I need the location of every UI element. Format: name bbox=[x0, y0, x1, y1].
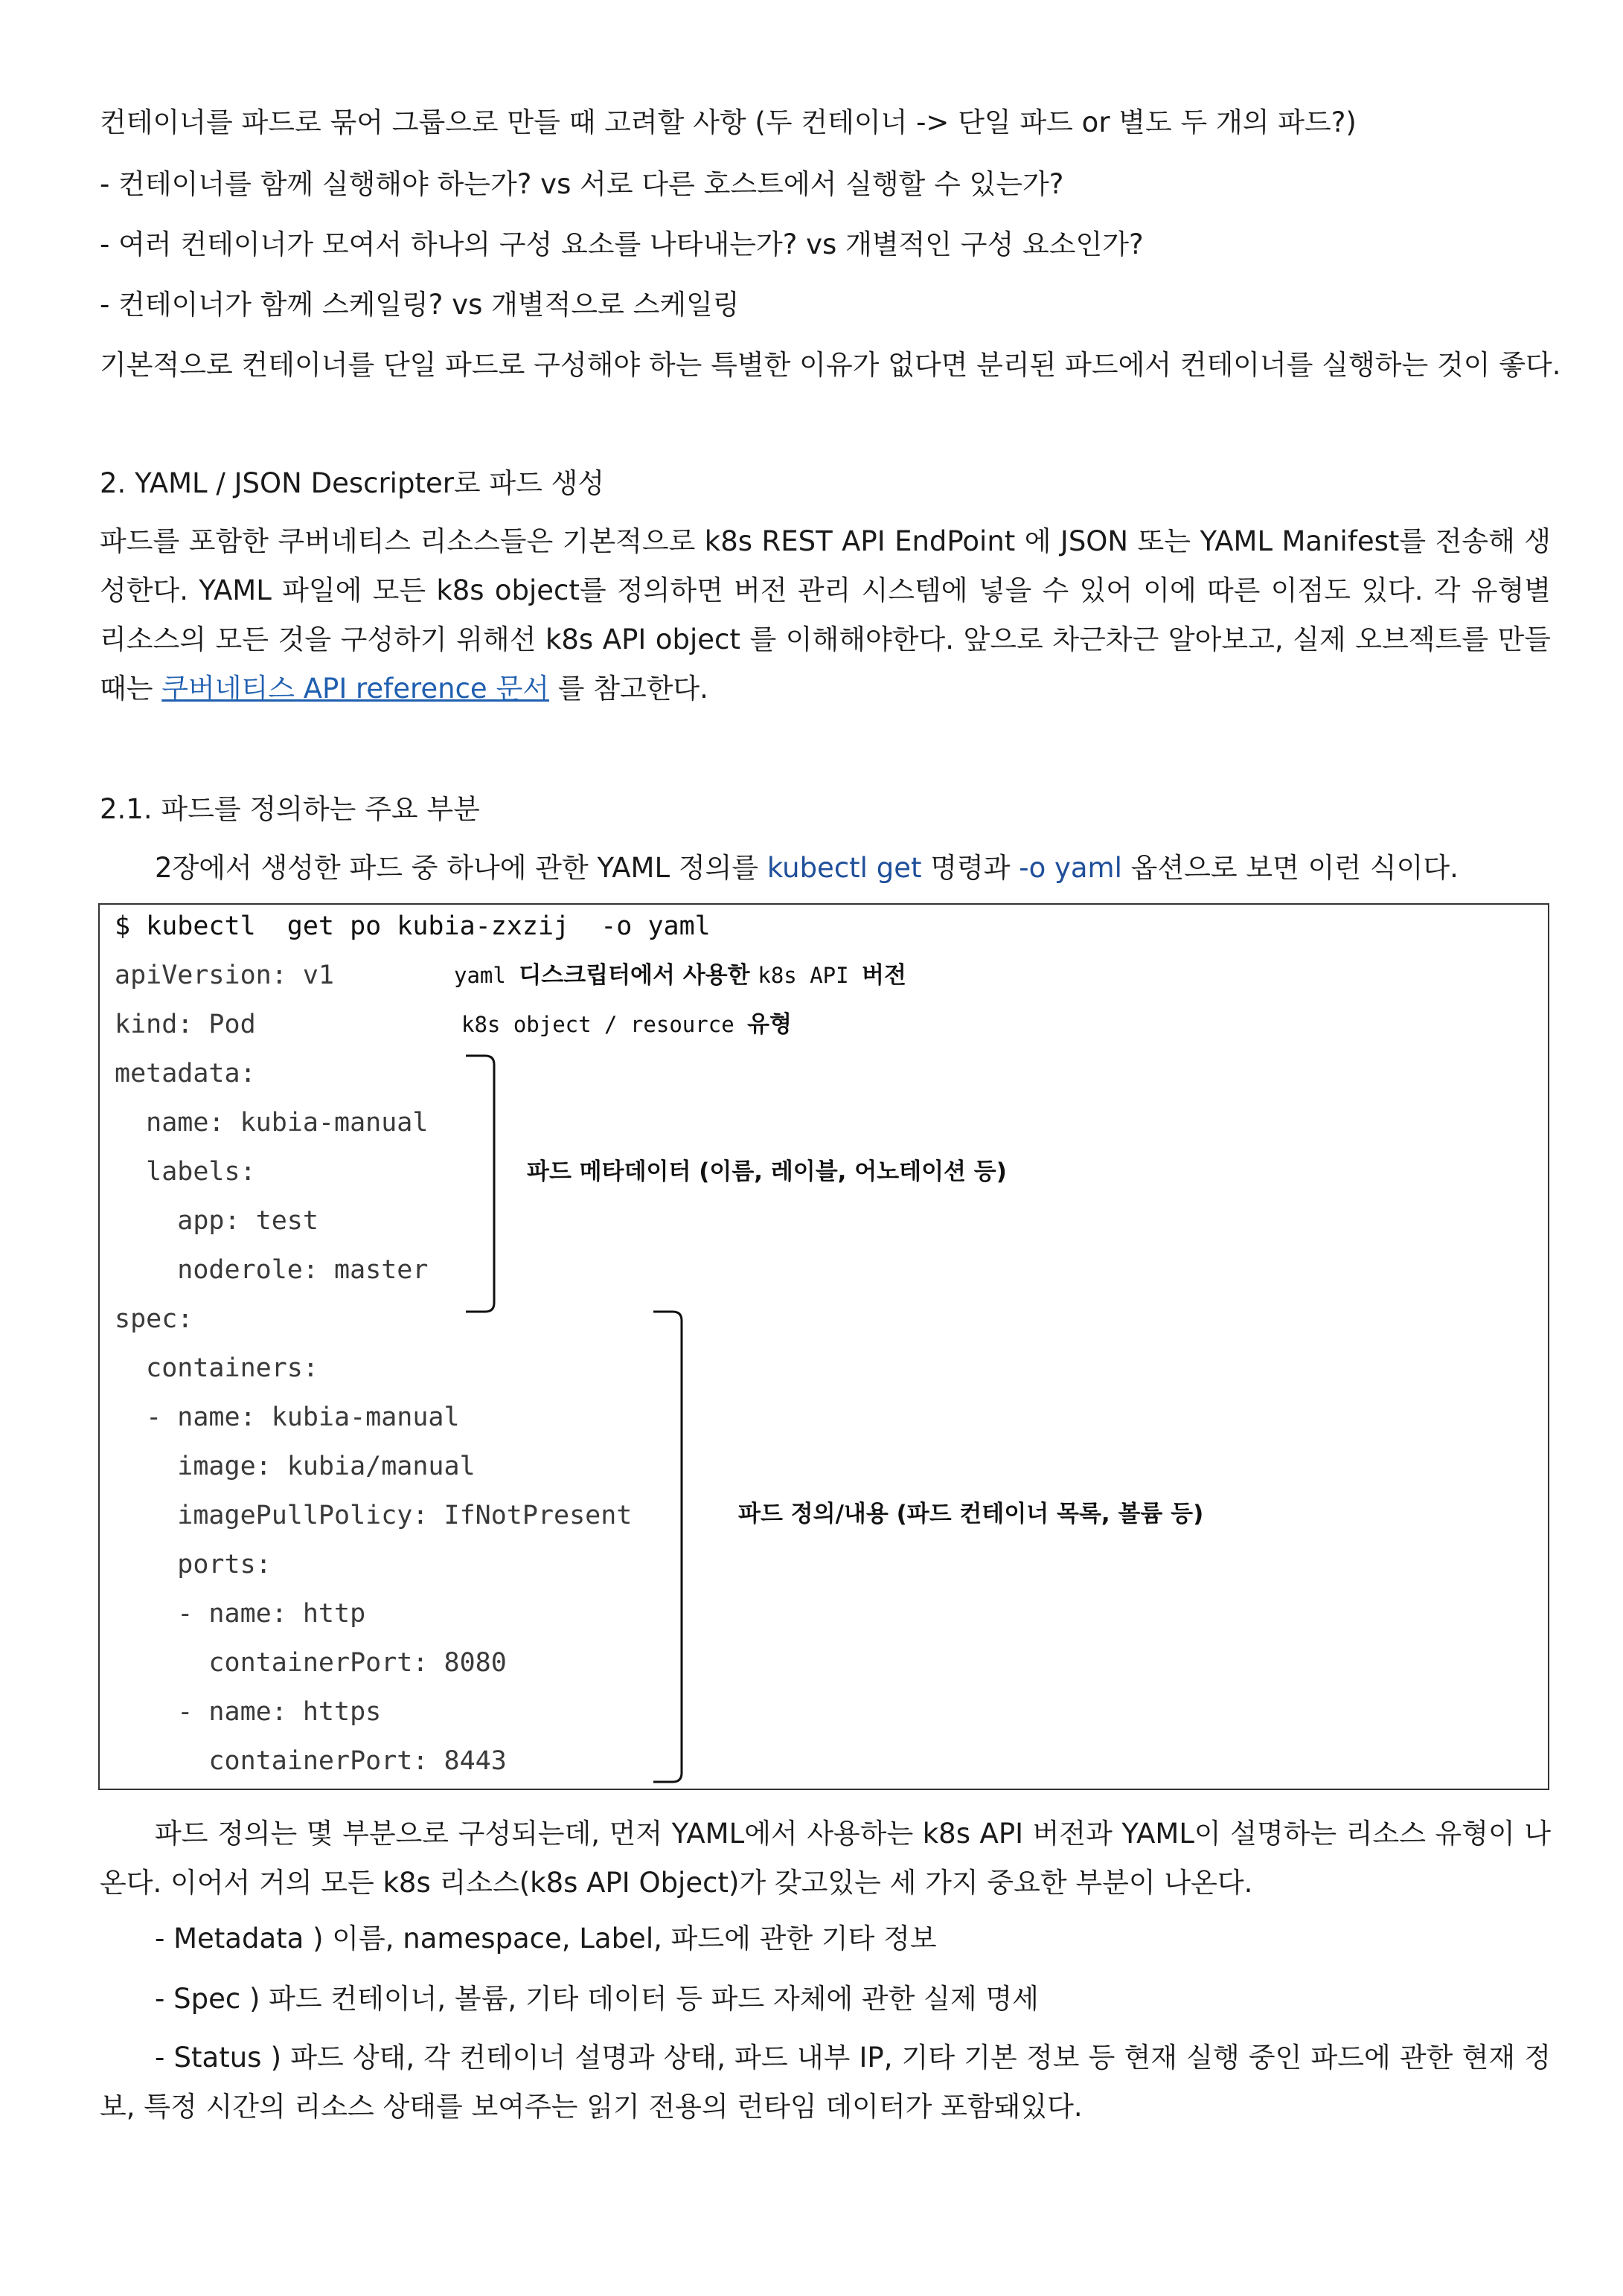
code-line: containers: bbox=[115, 1353, 318, 1383]
criterion-3: - 컨테이너가 함께 스케일링? vs 개별적으로 스케일링 bbox=[100, 289, 740, 321]
section-2-1-intro bbox=[155, 849, 1459, 888]
code-line: ports: bbox=[115, 1550, 272, 1580]
code-line: name: kubia-manual bbox=[115, 1108, 429, 1138]
code-line: containerPort: 8443 bbox=[115, 1746, 507, 1776]
after-paragraph-1: 파드 정의는 몇 부분으로 구성되는데, 먼저 YAML에서 사용하는 k8s API 버전과 YAML이 설명하는 리소스 유형이 나온다. 이어서 거의 모든 k8s 리소스(k8s API Object)가 갖고있는 세 가지 중요한 부분이 나온다. bbox=[100, 1818, 1551, 1899]
metadata-bracket bbox=[464, 1054, 499, 1314]
section-2-heading: 2. YAML / JSON Descripter로 파드 생성 bbox=[100, 467, 605, 499]
code-line: metadata: bbox=[115, 1059, 256, 1088]
inline-cmd-o-yaml: -o yaml bbox=[1019, 852, 1122, 884]
intro-text-1: 2장에서 생성한 파드 중 하나에 관한 YAML 정의를 bbox=[155, 852, 767, 884]
section-2-body-tail: 를 참고한다. bbox=[548, 673, 708, 705]
k8s-api-reference-link[interactable]: 쿠버네티스 API reference 문서 bbox=[161, 673, 549, 705]
item-status: - Status ) 파드 상태, 각 컨테이너 설명과 상태, 파드 내부 IP, 기타 기본 정보 등 현재 실행 중인 파드에 관한 현재 정보, 특정 시간의 리소스 상태를 보여주는 읽기 전용의 런타임 데이터가 포함돼있다. bbox=[100, 2042, 1551, 2123]
item-spec: - Spec ) 파드 컨테이너, 볼륨, 기타 데이터 등 파드 자체에 관한 실제 명세 bbox=[155, 1983, 1039, 2015]
annotation-api-version-text-2: 버전 bbox=[862, 962, 906, 989]
annotation-metadata: 파드 메타데이터 (이름, 레이블, 어노테이션 등) bbox=[527, 1158, 1007, 1185]
code-line: - name: http bbox=[115, 1599, 366, 1629]
annotation-api-version-text-1: 디스크립터에서 사용한 bbox=[519, 962, 758, 989]
section-2-1-heading: 2.1. 파드를 정의하는 주요 부분 bbox=[100, 793, 480, 825]
intro-text-2: 명령과 bbox=[921, 852, 1019, 884]
code-line: - name: kubia-manual bbox=[115, 1402, 460, 1432]
section-2-body-text: 파드를 포함한 쿠버네티스 리소스들은 기본적으로 k8s REST API EndPoint 에 JSON 또는 YAML Manifest를 전송해 생성한다. YAML 파일에 모든 k8s object를 정의하면 버전 관리 시스템에 넣을 수 있어 이에 따른 이점도 있다. 각 유형별 리소스의 모든 것을 구성하기 위해선 k8s API object 를 이해해야한다. 앞으로 차근차근 알아보고, 실제 오브젝트를 만들 때는 bbox=[100, 525, 1551, 705]
code-line: apiVersion: v1 bbox=[115, 961, 335, 990]
inline-cmd-kubectl-get: kubectl get bbox=[766, 852, 922, 884]
code-line: labels: bbox=[115, 1157, 256, 1187]
code-command: $ kubectl get po kubia-zxzij -o yaml bbox=[115, 911, 711, 941]
intro-conclusion: 기본적으로 컨테이너를 단일 파드로 구성해야 하는 특별한 이유가 없다면 분리된 파드에서 컨테이너를 실행하는 것이 좋다. bbox=[100, 349, 1561, 381]
criterion-1: - 컨테이너를 함께 실행해야 하는가? vs 서로 다른 호스트에서 실행할 수 있는가? bbox=[100, 168, 1064, 200]
intro-text-3: 옵션으로 보면 이런 식이다. bbox=[1121, 852, 1459, 884]
annotation-spec: 파드 정의/내용 (파드 컨테이너 목록, 볼륨 등) bbox=[738, 1501, 1204, 1527]
spec-bracket bbox=[652, 1309, 686, 1784]
annotation-kind-mono: k8s object / resource bbox=[461, 1012, 748, 1037]
yaml-code-box bbox=[98, 903, 1549, 1790]
annotation-api-version-mono-2: k8s API bbox=[758, 963, 862, 988]
section-2-body bbox=[100, 517, 1551, 714]
code-line: containerPort: 8080 bbox=[115, 1648, 507, 1678]
annotation-kind-text: 유형 bbox=[747, 1011, 793, 1038]
annotation-kind bbox=[461, 1008, 792, 1041]
code-line: - name: https bbox=[115, 1697, 382, 1727]
code-line: imagePullPolicy: IfNotPresent bbox=[115, 1501, 633, 1530]
item-metadata: - Metadata ) 이름, namespace, Label, 파드에 관한 기타 정보 bbox=[155, 1923, 937, 1955]
code-line: app: test bbox=[115, 1206, 318, 1236]
code-line: kind: Pod bbox=[115, 1010, 256, 1039]
intro-question: 컨테이너를 파드로 묶어 그룹으로 만들 때 고려할 사항 (두 컨테이너 -> 단일 파드 or 별도 두 개의 파드?) bbox=[100, 106, 1357, 138]
annotation-api-version bbox=[454, 959, 906, 992]
code-line: noderole: master bbox=[115, 1255, 429, 1285]
annotation-api-version-mono-1: yaml bbox=[454, 963, 519, 988]
criterion-2: - 여러 컨테이너가 모여서 하나의 구성 요소를 나타내는가? vs 개별적인 구성 요소인가? bbox=[100, 228, 1144, 260]
code-line: spec: bbox=[115, 1304, 193, 1334]
code-line: image: kubia/manual bbox=[115, 1452, 476, 1481]
